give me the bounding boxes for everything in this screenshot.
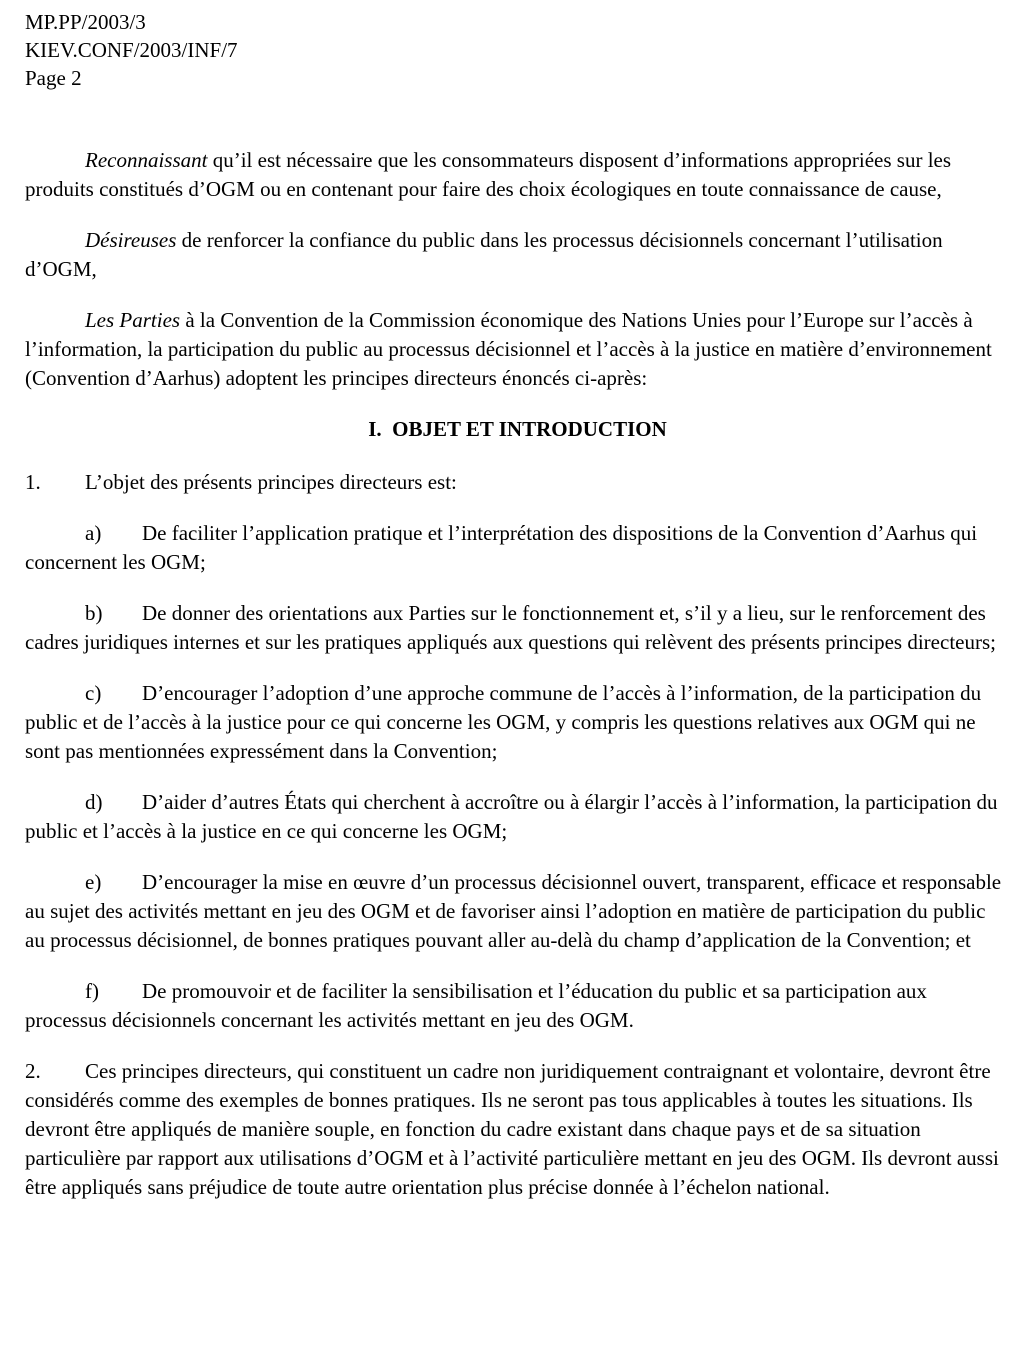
list-item-a [25,519,1010,577]
list-item-letter: b) [85,601,103,625]
list-item-e [25,868,1010,955]
numbered-paragraph-2 [25,1057,1010,1202]
document-symbol-1: MP.PP/2003/3 [25,10,146,34]
preamble-paragraph-reconnaissant [25,146,1010,204]
list-item-text: D’aider d’autres États qui cherchent à accroître ou à élargir l’accès à l’information, la participation du public et l’accès à la justice en ce qui concerne les OGM; [25,790,998,843]
paragraph-number: 2. [25,1059,41,1083]
preamble-lead-word: Les Parties [85,308,181,332]
section-heading: I. OBJET ET INTRODUCTION [368,417,667,441]
list-item-c [25,679,1010,766]
preamble-text: de renforcer la confiance du public dans les processus décisionnels concernant l’utilisation d’OGM, [25,228,943,281]
list-item-d [25,788,1010,846]
list-item-b [25,599,1010,657]
list-item-letter: e) [85,870,102,894]
numbered-paragraph-1 [25,468,1010,497]
paragraph-number: 1. [25,470,41,494]
list-item-letter: d) [85,790,103,814]
list-item-f [25,977,1010,1035]
preamble-text: à la Convention de la Commission économique des Nations Unies pour l’Europe sur l’accès à l’information, la participation du public au processus décisionnel et l’accès à la justice en matière d’environnement (Convention d’Aarhus) adoptent les principes directeurs énoncés ci-après: [25,308,992,390]
document-header [25,8,1010,92]
list-item-letter: f) [85,979,99,1003]
preamble-paragraph-desireuses [25,226,1010,284]
paragraph-text: L’objet des présents principes directeurs est: [85,470,457,494]
list-item-text: De promouvoir et de faciliter la sensibilisation et l’éducation du public et sa participation aux processus décisionnels concernant les activités mettant en jeu des OGM. [25,979,927,1032]
preamble-lead-word: Reconnaissant [85,148,208,172]
preamble-paragraph-les-parties [25,306,1010,393]
list-item-letter: c) [85,681,102,705]
list-item-letter: a) [85,521,102,545]
document-symbol-2: KIEV.CONF/2003/INF/7 [25,38,238,62]
list-item-text: D’encourager l’adoption d’une approche commune de l’accès à l’information, de la participation du public et de l’accès à la justice pour ce qui concerne les OGM, y compris les questions relatives aux OGM qui ne sont pas mentionnées expressément dans la Convention; [25,681,982,763]
paragraph-text: Ces principes directeurs, qui constituent un cadre non juridiquement contraignant et volontaire, devront être considérés comme des exemples de bonnes pratiques. Ils ne seront pas tous applicables à toutes les situations. Ils devront être appliqués de manière souple, en fonction du cadre existant dans chaque pays et de sa situation particulière par rapport aux utilisations d’OGM et à l’activité particulière mettant en jeu des OGM. Ils devront aussi être appliqués sans préjudice de toute autre orientation plus précise donnée à l’échelon national. [25,1059,999,1199]
list-item-text: De faciliter l’application pratique et l’interprétation des dispositions de la Convention d’Aarhus qui concernent les OGM; [25,521,978,574]
page-number: Page 2 [25,66,82,90]
list-item-text: De donner des orientations aux Parties sur le fonctionnement et, s’il y a lieu, sur le renforcement des cadres juridiques internes et sur les pratiques appliqués aux questions qui relèvent des présents principes directeurs; [25,601,996,654]
list-item-text: D’encourager la mise en œuvre d’un processus décisionnel ouvert, transparent, efficace et responsable au sujet des activités mettant en jeu des OGM et de favoriser ainsi l’adoption en matière de participation du public au processus décisionnel, de bonnes pratiques pouvant aller au-delà du champ d’application de la Convention; et [25,870,1002,952]
preamble-lead-word: Désireuses [85,228,177,252]
preamble-text: qu’il est nécessaire que les consommateurs disposent d’informations appropriées sur les produits constitués d’OGM ou en contenant pour faire des choix écologiques en toute connaissance de cause, [25,148,952,201]
